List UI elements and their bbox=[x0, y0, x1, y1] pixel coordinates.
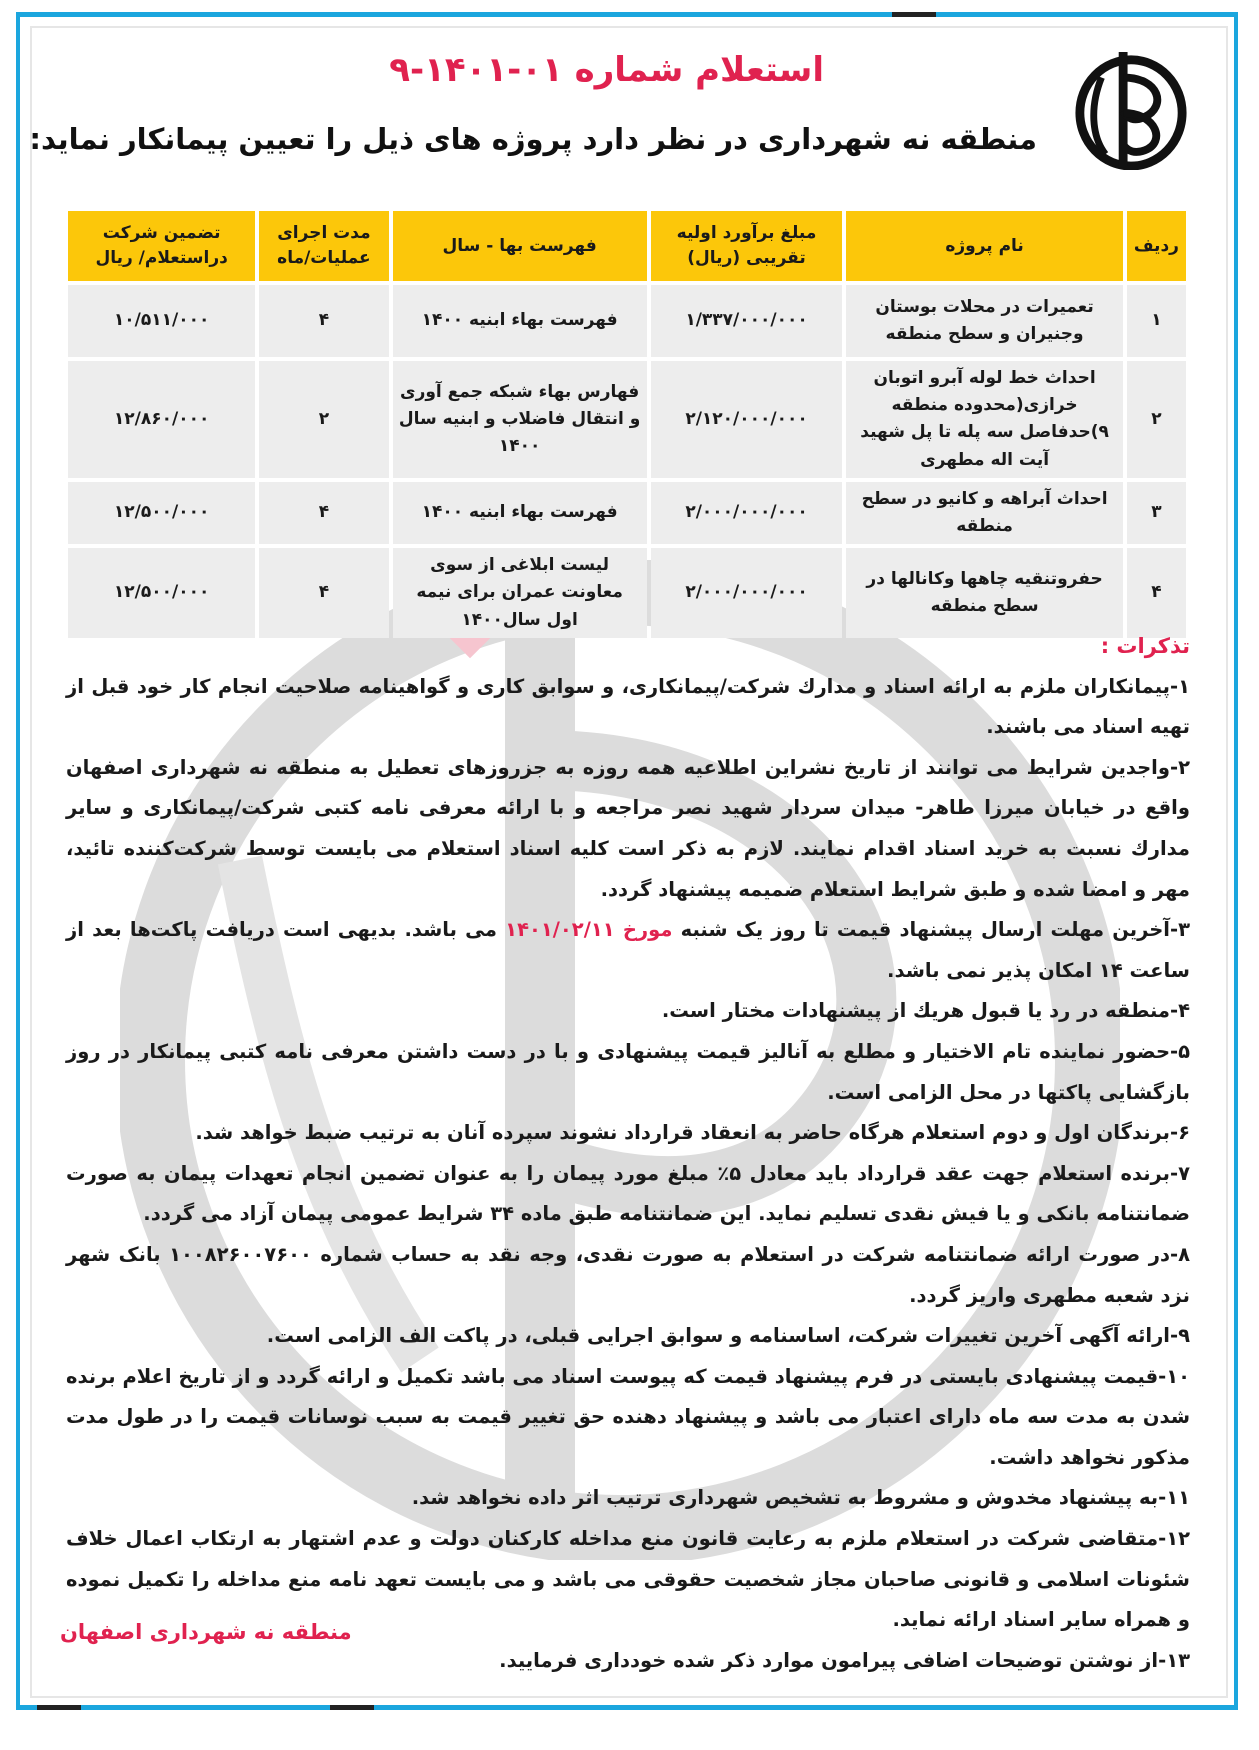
cell-duration: ۲ bbox=[259, 361, 388, 478]
frame-tick bbox=[37, 1705, 81, 1710]
cell-guarantee: ۱۲/۵۰۰/۰۰۰ bbox=[68, 548, 255, 638]
table-header-row bbox=[68, 211, 1186, 281]
cell-duration: ۴ bbox=[259, 548, 388, 638]
note-item: ۹-ارائه آگهی آخرین تغییرات شرکت، اساسنامه و سوابق اجرایی قبلی، در پاکت الف الزامی است. bbox=[266, 1324, 1190, 1348]
note-item: ۸-در صورت ارائه ضمانتنامه شرکت در استعلام به صورت نقدی، وجه نقد به حساب شماره ۱۰۰۸۲۶۰۰۷۶۰۰ بانک شهر نزد شعبه مطهری واریز گردد. bbox=[66, 1242, 1190, 1307]
cell-row-number: ۲ bbox=[1127, 361, 1186, 478]
cell-price-list: لیست ابلاغی از سوی معاونت عمران برای نیمه اول سال۱۴۰۰ bbox=[393, 548, 647, 638]
frame-top-border bbox=[16, 12, 1238, 17]
table-row bbox=[68, 361, 1186, 478]
notes-heading: تذکرات : bbox=[1100, 634, 1190, 658]
cell-project-name: حفروتنقیه چاهها وکانالها در سطح منطقه bbox=[846, 548, 1122, 638]
note-item bbox=[66, 910, 1190, 991]
cell-row-number: ۱ bbox=[1127, 285, 1186, 357]
note-item: ۱۱-به پیشنهاد مخدوش و مشروط به تشخیص شهرداری ترتیب اثر داده نخواهد شد. bbox=[411, 1486, 1190, 1510]
cell-duration: ۴ bbox=[259, 482, 388, 544]
projects-table bbox=[64, 207, 1190, 642]
frame-bottom-border bbox=[16, 1705, 1238, 1710]
note-text: می باشد. بدیهی است دریافت پاکت‌ها بعد از ساعت ۱۴ امکان پذیر نمی باشد. bbox=[66, 918, 1190, 982]
col-header-estimate: مبلغ برآورد اولیه تقریبی (ریال) bbox=[651, 211, 843, 281]
table-row bbox=[68, 548, 1186, 638]
cell-price-list: فهارس بهاء شبکه جمع آوری و انتقال فاضلاب و ابنیه سال ۱۴۰۰ bbox=[393, 361, 647, 478]
cell-estimate: ۲/۰۰۰/۰۰۰/۰۰۰ bbox=[651, 548, 843, 638]
cell-price-list: فهرست بهاء ابنیه ۱۴۰۰ bbox=[393, 482, 647, 544]
note-item: ۱۲-متقاضی شرکت در استعلام ملزم به رعایت قانون منع مداخله کارکنان دولت و عدم اشتهار به ارتکاب اعمال خلاف شئونات اسلامی و قانونی صاحبان مجاز شخصیت حقوقی می باشد و می بایست تعهد نامه منع مداخله را تکمیل نموده و همراه سایر اسناد ارائه نماید. bbox=[66, 1527, 1190, 1632]
cell-estimate: ۱/۳۳۷/۰۰۰/۰۰۰ bbox=[651, 285, 843, 357]
col-header-project-name: نام پروژه bbox=[846, 211, 1122, 281]
deadline-date: مورخ ۱۴۰۱/۰۲/۱۱ bbox=[505, 918, 673, 942]
cell-row-number: ۴ bbox=[1127, 548, 1186, 638]
cell-project-name: احداث آبراهه و کانیو در سطح منطقه bbox=[846, 482, 1122, 544]
frame-right-border bbox=[1234, 12, 1238, 1710]
municipality-logo-icon bbox=[1072, 48, 1190, 170]
table-row bbox=[68, 482, 1186, 544]
col-header-price-list: فهرست بها - سال bbox=[393, 211, 647, 281]
table-row bbox=[68, 285, 1186, 357]
note-item: ۷-برنده استعلام جهت عقد قرارداد باید معادل ۵٪ مبلغ مورد پیمان را به عنوان تضمین انجام تعهدات پیمان به صورت ضمانتنامه بانکی و یا فیش نقدی تسلیم نماید. این ضمانتنامه طبق ماده ۳۴ شرایط عمومی پیمان آزاد می گردد. bbox=[66, 1161, 1191, 1226]
cell-estimate: ۲/۱۲۰/۰۰۰/۰۰۰ bbox=[651, 361, 843, 478]
cell-duration: ۴ bbox=[259, 285, 388, 357]
frame-tick bbox=[330, 1705, 374, 1710]
note-text: ۳-آخرین مهلت ارسال پیشنهاد قیمت تا روز یک شنبه bbox=[680, 918, 1190, 942]
page-title: استعلام شماره ۰۱-۱۴۰۱-۹ bbox=[389, 50, 824, 90]
note-item: ۴-منطقه در رد یا قبول هریك از پیشنهادات مختار است. bbox=[661, 999, 1190, 1023]
cell-price-list: فهرست بهاء ابنیه ۱۴۰۰ bbox=[393, 285, 647, 357]
cell-estimate: ۲/۰۰۰/۰۰۰/۰۰۰ bbox=[651, 482, 843, 544]
col-header-duration: مدت اجرای عملیات/ماه bbox=[259, 211, 388, 281]
cell-guarantee: ۱۲/۵۰۰/۰۰۰ bbox=[68, 482, 255, 544]
note-item: ۱۳-از نوشتن توضیحات اضافی پیرامون موارد ذکر شده خودداری فرمایید. bbox=[499, 1648, 1190, 1672]
cell-project-name: تعمیرات در محلات بوستان وجنیران و سطح منطقه bbox=[846, 285, 1122, 357]
note-item: ۶-برندگان اول و دوم استعلام هرگاه حاضر به انعقاد قرارداد نشوند سپرده آنان به ترتیب ضبط خواهد شد. bbox=[195, 1121, 1190, 1145]
page-subtitle: منطقه نه شهرداری در نظر دارد پروژه های ذیل را تعیین پیمانکار نماید: bbox=[29, 122, 1037, 156]
cell-project-name: احداث خط لوله آبرو اتوبان خرازی(محدوده منطقه ۹)حدفاصل سه پله تا پل شهید آیت اله مطهری bbox=[846, 361, 1122, 478]
frame-left-border bbox=[16, 12, 20, 1710]
cell-guarantee: ۱۰/۵۱۱/۰۰۰ bbox=[68, 285, 255, 357]
cell-guarantee: ۱۲/۸۶۰/۰۰۰ bbox=[68, 361, 255, 478]
notes-section bbox=[66, 626, 1190, 1681]
col-header-row-number: ردیف bbox=[1127, 211, 1186, 281]
note-item: ۲-واجدین شرایط می توانند از تاریخ نشراین اطلاعیه همه روزه به جزروزهای تعطیل به منطقه نه شهرداری اصفهان واقع در خیابان میرزا طاهر- میدان سردار شهید نصر مراجعه و با ارائه معرفی نامه کتبی شرکت/پیمانکاری و سایر مدارك نسبت به خرید اسناد اقدام نمایند. لازم به ذکر است کلیه اسناد استعلام می بایست توسط شرکت‌کننده تائید، مهر و امضا شده و طبق شرایط استعلام ضمیمه پیشنهاد گردد. bbox=[66, 755, 1190, 901]
note-item: ۱۰-قیمت پیشنهادی بایستی در فرم پیشنهاد قیمت که پیوست اسناد می باشد تکمیل و ارائه گردد و از تاریخ اعلام برنده شدن به مدت سه ماه دارای اعتبار می باشد و پیشنهاد دهنده حق تغییر قیمت به سبب نوسانات قیمت را در طول مدت مذکور نخواهد داشت. bbox=[66, 1364, 1190, 1469]
frame-tick bbox=[892, 12, 936, 17]
signature: منطقه نه شهرداری اصفهان bbox=[60, 1620, 352, 1644]
note-item: ۱-پیمانکاران ملزم به ارائه اسناد و مدارك شرکت/پیمانکاری، و سوابق کاری و گواهینامه صلاحیت انجام کار خود قبل از تهیه اسناد می باشند. bbox=[66, 674, 1190, 739]
note-item: ۵-حضور نماینده تام الاختیار و مطلع به آنالیز قیمت پیشنهادی و با در دست داشتن معرفی نامه کتبی پیمانکار در روز بازگشایی پاکتها در محل الزامی است. bbox=[66, 1039, 1190, 1104]
cell-row-number: ۳ bbox=[1127, 482, 1186, 544]
col-header-guarantee: تضمین شرکت دراستعلام/ ریال bbox=[68, 211, 255, 281]
